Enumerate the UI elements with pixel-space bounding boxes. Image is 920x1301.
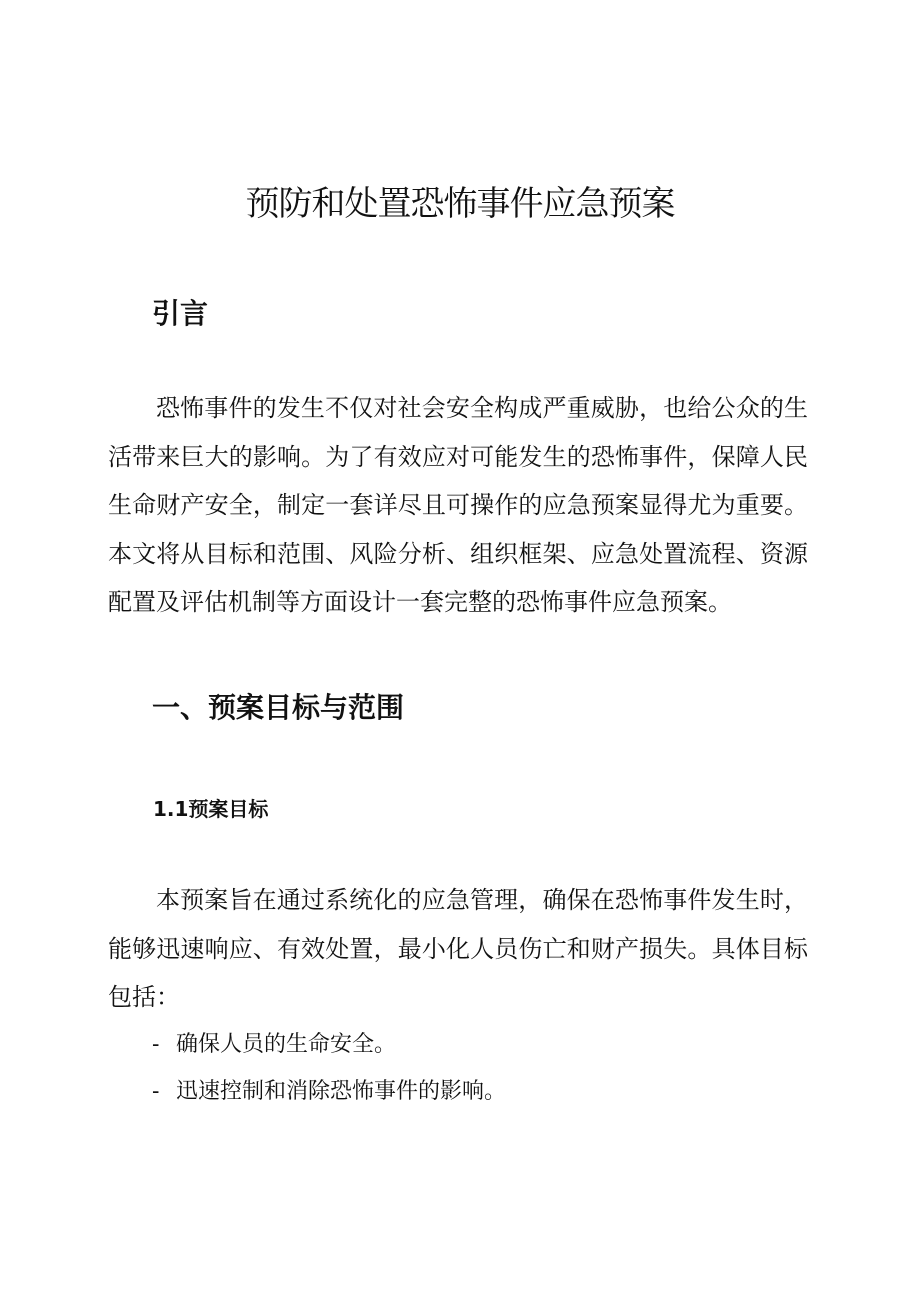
- document-title: 预防和处置恐怖事件应急预案: [245, 184, 675, 224]
- list-item: [152, 1021, 506, 1068]
- intro-paragraph: 恐怖事件的发生不仅对社会安全构成严重威胁，也给公众的生活带来巨大的影响。为了有效应对可能发生的恐怖事件，保障人民生命财产安全，制定一套详尽且可操作的应急预案显得尤为重要。本文将从目标和范围、风险分析、组织框架、应急处置流程、资源配置及评估机制等方面设计一套完整的恐怖事件应急预案。: [108, 394, 808, 616]
- subsection-heading: 1.1预案目标: [153, 797, 269, 821]
- goal-paragraph: 本预案旨在通过系统化的应急管理，确保在恐怖事件发生时，能够迅速响应、有效处置，最小化人员伤亡和财产损失。具体目标包括：: [108, 886, 808, 1011]
- list-marker: -: [152, 1079, 160, 1104]
- goal-list: [152, 1021, 506, 1115]
- section-heading: 一、预案目标与范围: [152, 691, 405, 724]
- intro-heading: 引言: [152, 297, 209, 330]
- list-marker: -: [152, 1032, 160, 1057]
- list-item: [152, 1068, 506, 1115]
- list-item-text: 确保人员的生命安全。: [176, 1032, 397, 1057]
- list-item-text: 迅速控制和消除恐怖事件的影响。: [176, 1079, 507, 1104]
